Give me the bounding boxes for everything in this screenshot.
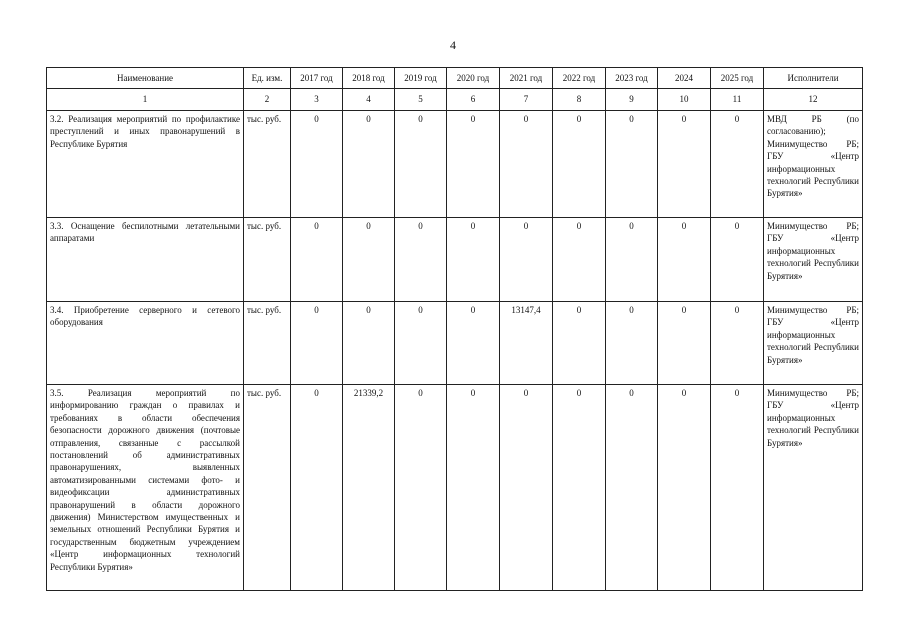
value-2022: 0: [553, 111, 606, 218]
row-name: 3.3. Оснащение беспилотными летательными аппаратами: [47, 218, 244, 302]
row-name: 3.4. Приобретение серверного и сетевого оборудования: [47, 302, 244, 385]
row-unit: тыс. руб.: [244, 218, 291, 302]
col-header-2024: 2024: [658, 68, 711, 89]
value-2025: 0: [711, 302, 764, 385]
col-header-2018: 2018 год: [343, 68, 395, 89]
col-header-2022: 2022 год: [553, 68, 606, 89]
value-2023: 0: [606, 218, 658, 302]
column-number: 3: [291, 89, 343, 111]
column-number: 7: [500, 89, 553, 111]
column-number: 5: [395, 89, 447, 111]
value-2021: 13147,4: [500, 302, 553, 385]
value-2024: 0: [658, 111, 711, 218]
col-header-unit: Ед. изм.: [244, 68, 291, 89]
column-number: 4: [343, 89, 395, 111]
col-header-2017: 2017 год: [291, 68, 343, 89]
value-2025: 0: [711, 111, 764, 218]
table-row: [47, 218, 863, 302]
value-2019: 0: [395, 385, 447, 591]
column-number: 8: [553, 89, 606, 111]
value-2017: 0: [291, 218, 343, 302]
value-2023: 0: [606, 111, 658, 218]
value-2017: 0: [291, 302, 343, 385]
program-table: [46, 67, 863, 591]
value-2020: 0: [447, 385, 500, 591]
col-header-2021: 2021 год: [500, 68, 553, 89]
row-executors: Минимущество РБ; ГБУ «Центр информационных технологий Республики Бурятия»: [764, 385, 863, 591]
value-2023: 0: [606, 385, 658, 591]
row-executors: МВД РБ (по согласованию); Минимущество РБ; ГБУ «Центр информационных технологий Республики Бурятия»: [764, 111, 863, 218]
value-2023: 0: [606, 302, 658, 385]
value-2021: 0: [500, 385, 553, 591]
column-number: 9: [606, 89, 658, 111]
column-number: 10: [658, 89, 711, 111]
value-2019: 0: [395, 302, 447, 385]
table-row: [47, 385, 863, 591]
column-number-row: [47, 89, 863, 111]
table-row: [47, 111, 863, 218]
value-2022: 0: [553, 302, 606, 385]
column-number: 12: [764, 89, 863, 111]
value-2024: 0: [658, 302, 711, 385]
col-header-2023: 2023 год: [606, 68, 658, 89]
col-header-name: Наименование: [47, 68, 244, 89]
row-name: 3.5. Реализация мероприятий по информированию граждан о правилах и требованиях в области обеспечения безопасности дорожного движения (почтовые отправления, связанные с рассылкой постановлений об административных правонарушениях, выявленных автоматизированными системами фото- и видеофиксации административных правонарушений в области дорожного движения) Министерством имущественных и земельных отношений Республики Бурятия и государственным бюджетным учреждением «Центр информационных технологий Республики Бурятия»: [47, 385, 244, 591]
value-2025: 0: [711, 385, 764, 591]
row-executors: Минимущество РБ; ГБУ «Центр информационных технологий Республики Бурятия»: [764, 218, 863, 302]
value-2019: 0: [395, 111, 447, 218]
row-unit: тыс. руб.: [244, 385, 291, 591]
value-2018: 21339,2: [343, 385, 395, 591]
header-row: [47, 68, 863, 89]
value-2018: 0: [343, 302, 395, 385]
value-2024: 0: [658, 218, 711, 302]
value-2020: 0: [447, 218, 500, 302]
value-2021: 0: [500, 111, 553, 218]
col-header-2020: 2020 год: [447, 68, 500, 89]
row-name: 3.2. Реализация мероприятий по профилактике преступлений и иных правонарушений в Республике Бурятия: [47, 111, 244, 218]
value-2022: 0: [553, 218, 606, 302]
page-number: 4: [450, 38, 456, 52]
value-2024: 0: [658, 385, 711, 591]
col-header-2025: 2025 год: [711, 68, 764, 89]
table-row: [47, 302, 863, 385]
value-2021: 0: [500, 218, 553, 302]
col-header-2019: 2019 год: [395, 68, 447, 89]
value-2018: 0: [343, 111, 395, 218]
value-2020: 0: [447, 111, 500, 218]
value-2025: 0: [711, 218, 764, 302]
value-2017: 0: [291, 111, 343, 218]
row-unit: тыс. руб.: [244, 302, 291, 385]
column-number: 2: [244, 89, 291, 111]
column-number: 1: [47, 89, 244, 111]
column-number: 11: [711, 89, 764, 111]
column-number: 6: [447, 89, 500, 111]
value-2020: 0: [447, 302, 500, 385]
value-2018: 0: [343, 218, 395, 302]
col-header-executors: Исполнители: [764, 68, 863, 89]
value-2017: 0: [291, 385, 343, 591]
value-2022: 0: [553, 385, 606, 591]
value-2019: 0: [395, 218, 447, 302]
row-unit: тыс. руб.: [244, 111, 291, 218]
row-executors: Минимущество РБ; ГБУ «Центр информационных технологий Республики Бурятия»: [764, 302, 863, 385]
